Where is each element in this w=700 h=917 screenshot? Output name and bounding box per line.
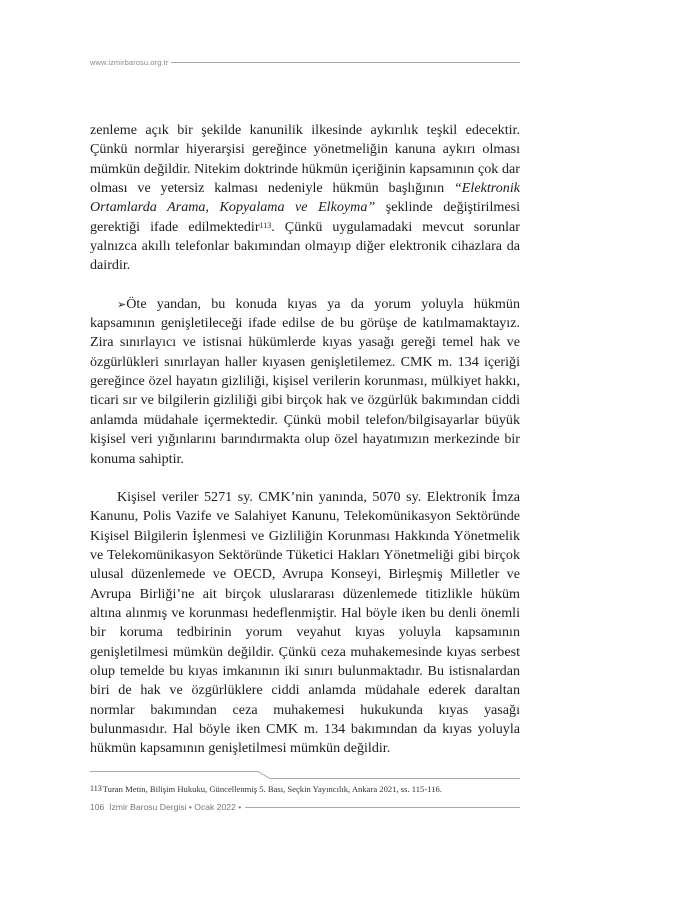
journal-name: İzmir Barosu Dergisi bbox=[109, 802, 187, 812]
footer-bullet-2: • bbox=[238, 802, 242, 812]
paragraph-1-text-b: şeklinde değiştirilmesi gerektiği ifade edilmektedir bbox=[90, 199, 520, 235]
footnote-text: Turan Metin, Bilişim Hukuku, Güncellenmiş 5. Bası, Seçkin Yayıncılık, Ankara 2021, ss. 115-116. bbox=[102, 784, 442, 794]
footnote-divider bbox=[90, 771, 520, 779]
running-header bbox=[90, 56, 520, 68]
page-footer bbox=[90, 801, 520, 813]
paragraph-3-text: Kişisel veriler 5271 sy. CMK’nin yanında, 5070 sy. Elektronik İmza Kanunu, Polis Vazife ve Salahiyet Kanunu, Telekomünikasyon Sektöründe Kişisel Bilgilerin İşlenmesi ve Gizliliğin Korunması Hakkında Yönetmelik ve Telekomünikasyon Sektöründe Tüketici Hakları Yönetmeliği gibi birçok ulusal düzenlemede ve OECD, Avrupa Konseyi, Birleşmiş Milletler ve Avrupa Birliği’ne ait birçok uluslararası düzenlemede titizlikle hüküm altına alınmış ve korunması hedeflenmiştir. Hal böyle iken bu denli önemli bir koruma tedbirinin yorum veyahut kıyas yoluyla kapsamının genişletilmesi mümkün değildir. Çünkü ceza muhakemesinde kıyas serbest olup temelde bu kıyas imkanının iki sınırı bulunmaktadır. Bu istisnalardan biri de hak ve özgürlüklere ciddi anlamda müdahale ederek daraltan normlar bakımından ceza muhakemesi hukukunda kıyas yasağı bulunmasıdır. Hal böyle iken CMK m. 134 bakımından da kıyas yoluyla hükmün kapsamının genişletilmesi mümkün değildir. bbox=[90, 488, 520, 757]
heading-suggestion-quote: “Elektronik Ortamlarda Arama, Kopyalama ve Elkoyma” bbox=[90, 180, 520, 216]
footnote-number: 113 bbox=[90, 784, 102, 793]
footer-text bbox=[90, 802, 241, 812]
body-text bbox=[90, 121, 520, 759]
paragraph-1-text-c: . Çünkü uygulamadaki mevcut sorunlar yalnızca akıllı telefonlar bakımından olmayıp diğer elektronik cihazlara da dairdir. bbox=[90, 218, 520, 274]
paragraph-2-text: Öte yandan, bu konuda kıyas ya da yorum yoluyla hükmün kapsamının genişletileceği ifade edilse de bu görüşe de katılmamaktayız. Zira sınırlayıcı ve istisnai hükümlerde kıyas yasağı gereği temel hak ve özgürlükleri sınırlayan haller kıyasen genişletilemez. CMK m. 134 içeriği gereğince özel hayatın gizliliği, kişisel verilerin korunması, mülkiyet hakkı, ticari sır ve bilgilerin gizliliği gibi birçok hak ve özgürlük bakımından ciddi anlamda müdahale içermektedir. Çünkü mobil telefon/bilgisayarlar büyük kişisel veri yığınlarını barındırmakta olup özel hayatımızın merkezinde bir konuma sahiptir. bbox=[90, 295, 520, 467]
paragraph-1-text-a: zenleme açık bir şekilde kanunilik ilkesinde aykırılık teşkil edecektir. Çünkü normlar hiyerarşisi gereğince yönetmeliğin kanuna aykırı olması mümkün değildir. Nitekim doktrinde hükmün içeriğinin kapsamının çok dar olması ve yetersiz kalması nedeniyle hükmün başlığının bbox=[90, 122, 520, 197]
header-url: www.izmirbarosu.org.tr bbox=[90, 57, 169, 67]
footer-rule bbox=[245, 807, 520, 808]
header-rule bbox=[171, 62, 520, 63]
arrow-bullet-icon: ➢ bbox=[117, 297, 127, 311]
paragraph-1 bbox=[90, 121, 520, 276]
footer-bullet: • bbox=[188, 802, 192, 812]
footnote bbox=[90, 783, 520, 795]
paragraph-3 bbox=[90, 488, 520, 759]
paragraph-2 bbox=[90, 295, 520, 469]
issue-date: Ocak 2022 bbox=[194, 802, 236, 812]
page-number: 106 bbox=[90, 802, 105, 812]
footnote-reference: 113 bbox=[259, 220, 272, 230]
